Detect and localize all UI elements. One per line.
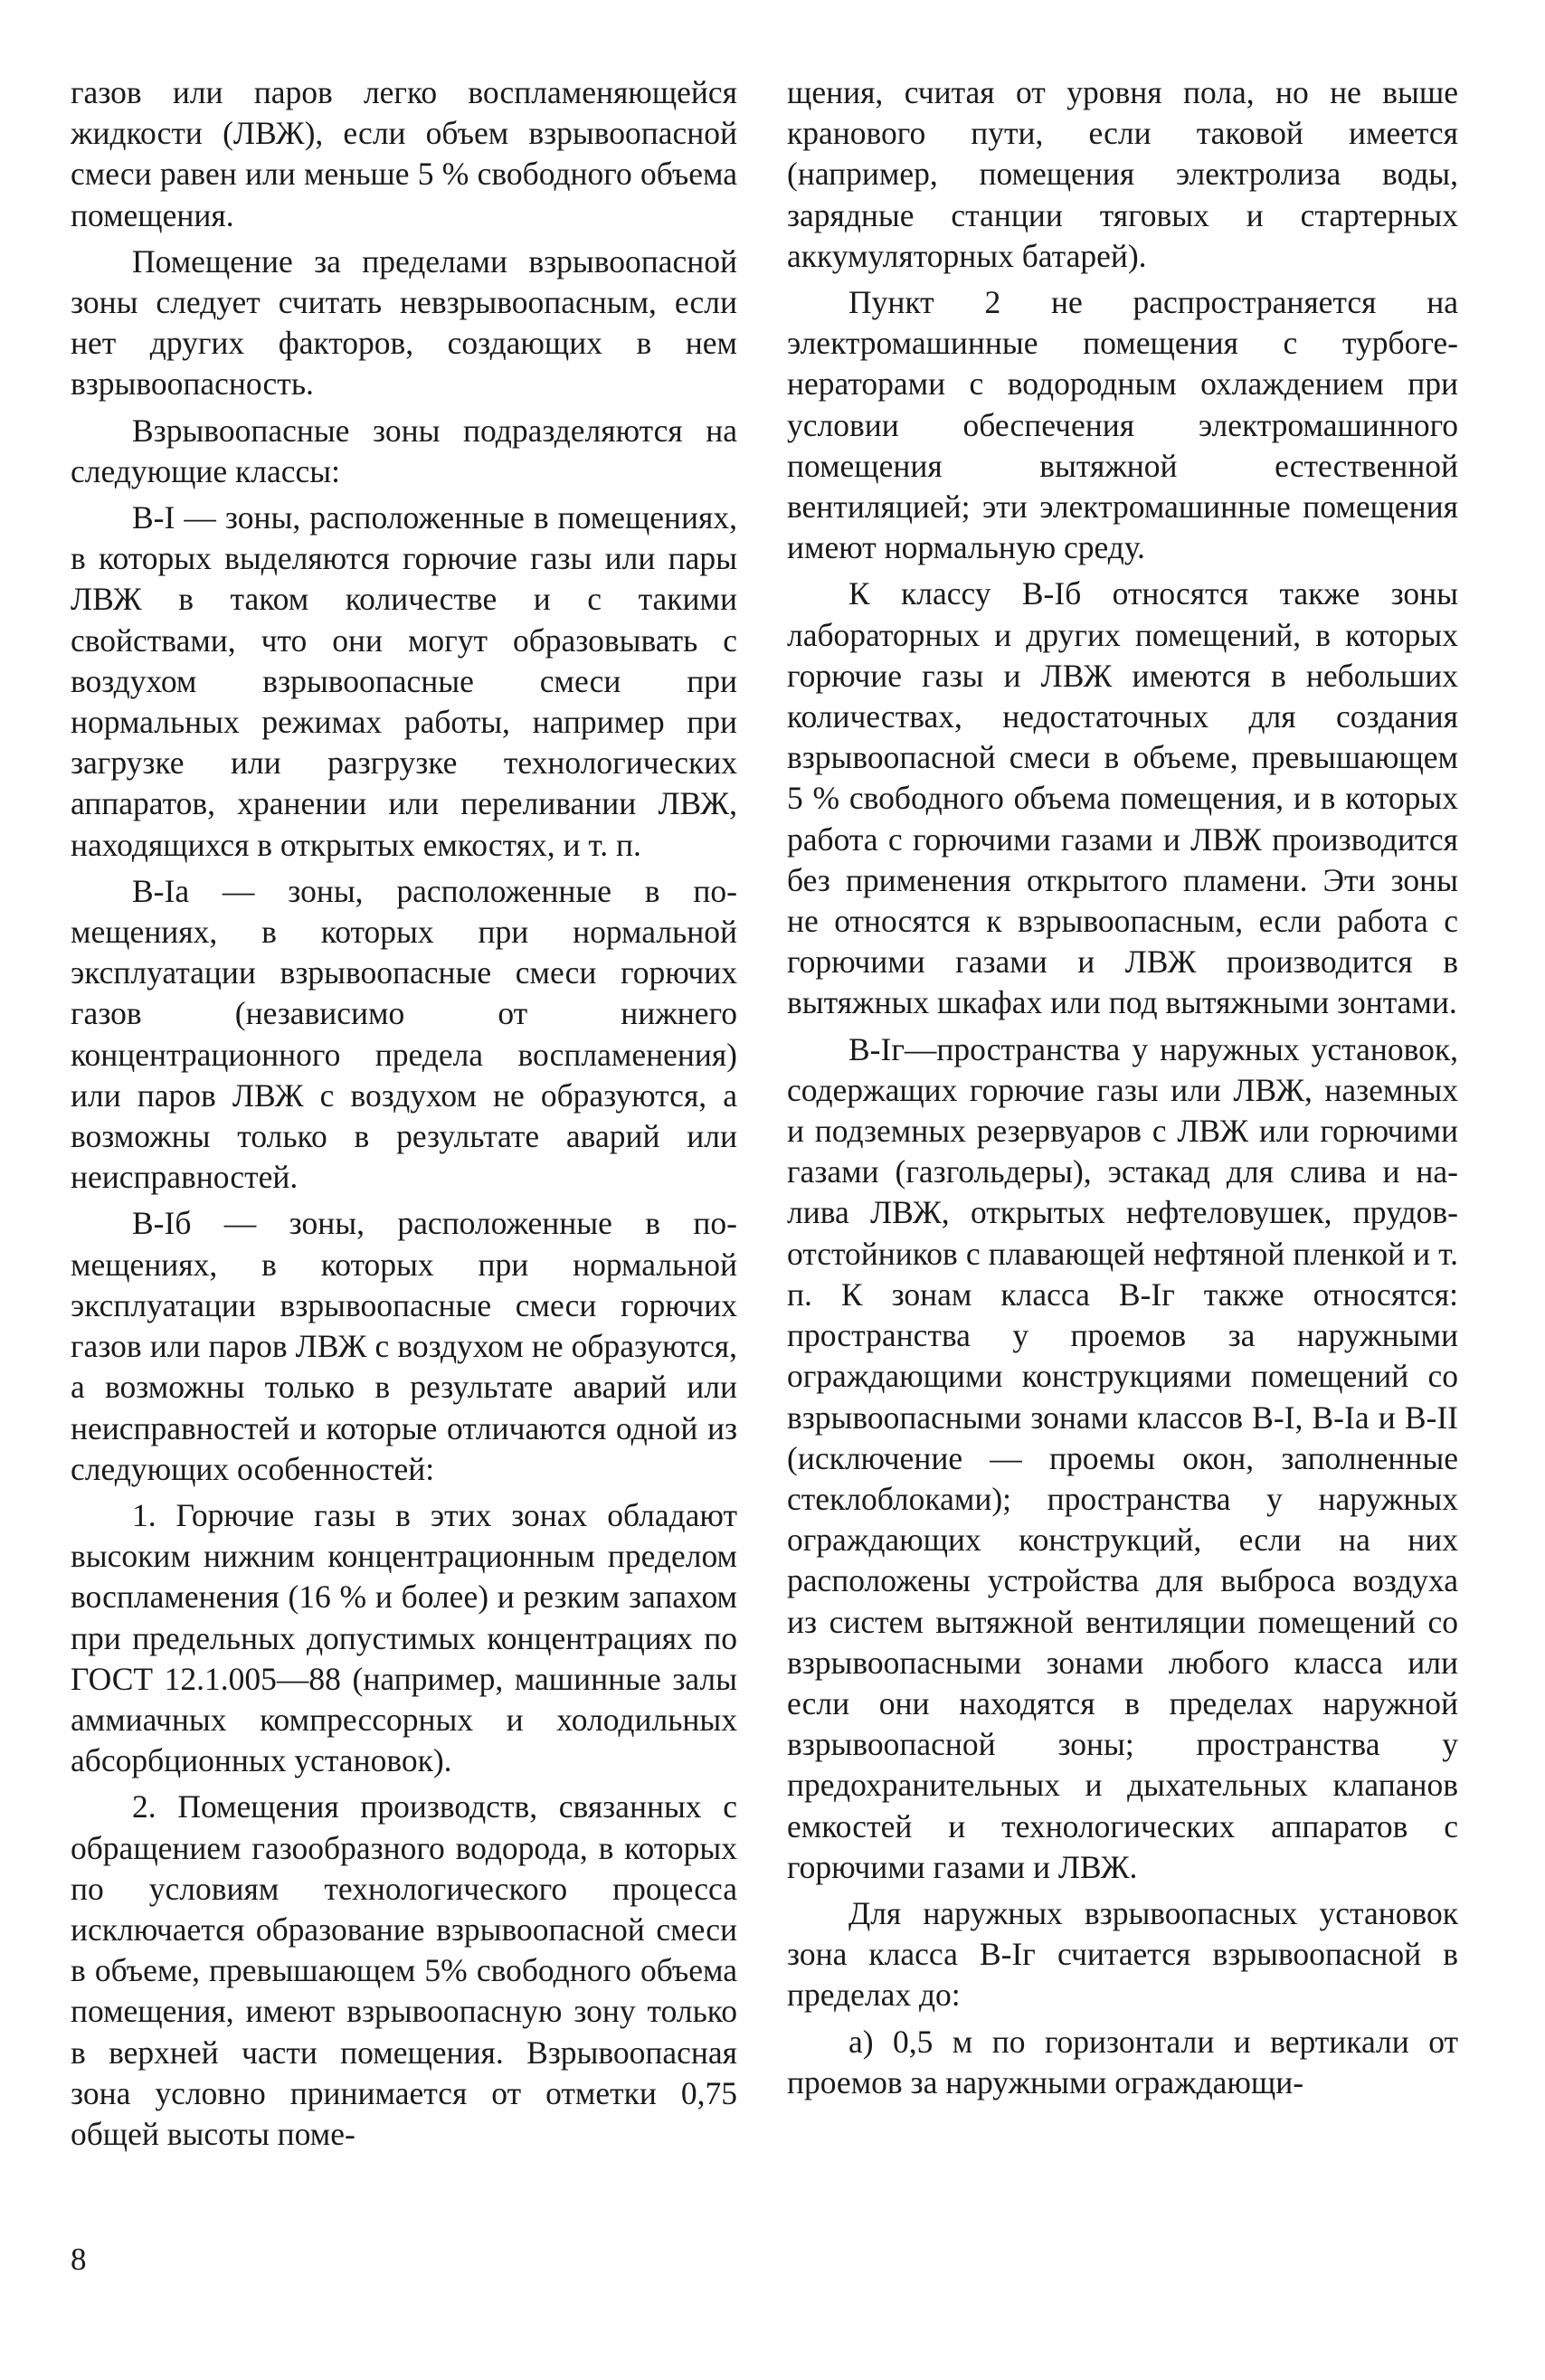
left-text-column: [71, 72, 737, 2160]
paragraph: Для наружных взрывоопасных установок зона класса В-Iг считается взрывоопасной в пределах до:: [787, 1894, 1458, 2014]
paragraph: К классу В-Iб относятся также зоны лабораторных и других помещений, в которых горючие газы и ЛВЖ имеются в небольших количествах, недостаточных для создания взрывоопасной смеси в объеме, превышающем 5 % свободного объема помещения, и в которых работа с горючими газами и ЛВЖ производится без применения открытого пламени. Эти зоны не относятся к взрывоопасным, если работа с горючими газами и ЛВЖ производится в вытяжных шкафах или под вытяжными зонтами.: [787, 575, 1458, 1021]
paragraph: В-I — зоны, расположенные в помещениях, в которых выделяются горючие газы или пары ЛВЖ в таком количестве и с такими свойствами, что они могут образовывать с воздухом взрывоопасные смеси при нормальных режимах работы, например при загрузке или разгрузке технологических аппаратов, хранении или переливании ЛВЖ, находящихся в открытых емкостях, и т. п.: [71, 499, 737, 863]
page-number: 8: [71, 2242, 87, 2277]
paragraph: В-Iа — зоны, расположенные в помещениях, в которых при нормальной эксплуатации взрывоопасные смеси горючих газов (независимо от нижнего концентрационного предела воспламенения) или паров ЛВЖ с воздухом не образуются, а возможны только в результате аварий или неисправностей.: [71, 872, 737, 1196]
paragraph: щения, считая от уровня пола, но не выше кранового пути, если таковой имеется (например, помещения электролиза воды, зарядные станции тяговых и стартерных аккумуляторных батарей).: [787, 74, 1458, 274]
paragraph: 2. Помещения производств, связанных с обращением газообразного водорода, в которых по условиям технологического процесса исключается образование взрывоопасной смеси в объеме, превышающем 5% свободного объема помещения, имеют взрывоопасную зону только в верхней части помещения. Взрывоопасная зона условно принимается от отметки 0,75 общей высоты поме-: [71, 1788, 737, 2152]
paragraph: а) 0,5 м по горизонтали и вертикали от проемов за наружными ограждающи-: [787, 2023, 1458, 2100]
paragraph: В-Iб — зоны, расположенные в помещениях, в которых при нормальной эксплуатации взрывоопасные смеси горючих газов или паров ЛВЖ с воздухом не образуются, а возможны только в результате аварий или неисправностей и которые отличаются одной из следующих особенностей:: [71, 1205, 737, 1487]
paragraph: В-Iг—пространства у наружных установок, содержащих горючие газы или ЛВЖ, наземных и подземных резервуаров с ЛВЖ или горючими газами (газгольдеры), эстакад для слива и налива ЛВЖ, открытых нефтеловушек, прудов-отстойников с плавающей нефтяной пленкой и т. п. К зонам класса В-Iг также относятся: пространства у проемов за наружными ограждающими конструкциями помещений со взрывоопасными зонами классов В-I, В-Iа и В-II (исключение — проемы окон, заполненные стеклоблоками); пространства у наружных ограждающих конструкций, если на них расположены устройства для выброса воздуха из систем вытяжной вентиляции помещений со взрывоопасными зонами любого класса или если они находятся в пределах наружной взрывоопасной зоны; пространства у предохранительных и дыхательных клапанов емкостей и технологических аппаратов с горючими газами и ЛВЖ.: [787, 1030, 1458, 1885]
paragraph: Пункт 2 не распространяется на электромашинные помещения с турбогенераторами с водородным охлаждением при условии обеспечения электромашинного помещения вытяжной естественной вентиляцией; эти электромашинные помещения имеют нормальную среду.: [787, 284, 1458, 566]
paragraph: газов или паров легко воспламеняющейся жидкости (ЛВЖ), если объем взрывоопасной смеси равен или меньше 5 % свободного объема помещения.: [71, 74, 737, 233]
right-text-column: [787, 72, 1458, 2109]
paragraph: 1. Горючие газы в этих зонах обладают высоким нижним концентрационным пределом воспламенения (16 % и более) и резким запахом при предельных допустимых концентрациях по ГОСТ 12.1.005—88 (например, машинные залы аммиачных компрессорных и холодильных абсорбционных установок).: [71, 1496, 737, 1779]
paragraph: Взрывоопасные зоны подразделяются на следующие классы:: [71, 412, 737, 489]
paragraph: Помещение за пределами взрывоопасной зоны следует считать невзрывоопасным, если нет других факторов, создающих в нем взрывоопасность.: [71, 242, 737, 403]
